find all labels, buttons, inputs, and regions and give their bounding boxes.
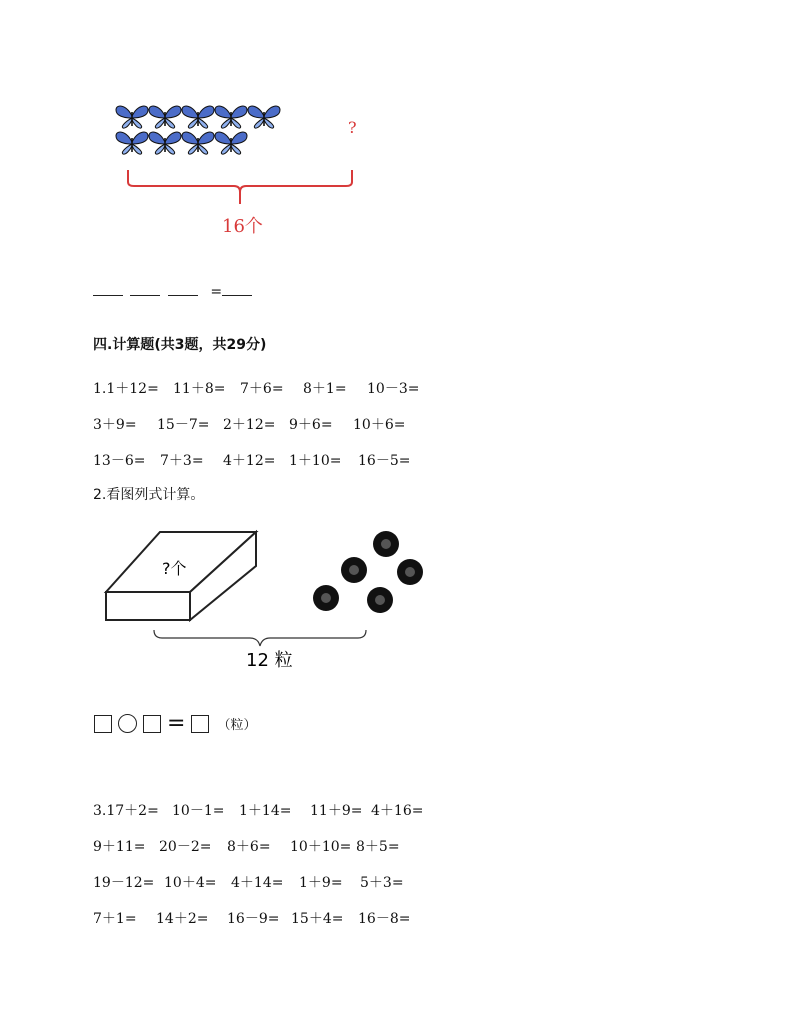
problem-item: 1＋9= [299, 875, 343, 891]
problem-item: 15－7= [157, 417, 210, 433]
ball-highlight [349, 565, 359, 575]
problem-item: 16－9= [227, 911, 280, 927]
box-label: ?个 [162, 559, 187, 578]
problem-item: 10＋10= [290, 839, 352, 855]
butterfly-icon [182, 106, 214, 128]
problem-item: 3＋9= [93, 417, 137, 433]
butterfly-icon [215, 106, 247, 128]
total-bracket [128, 170, 352, 192]
problem-item: 9＋11= [93, 839, 146, 855]
problem-item: 7＋1= [93, 911, 137, 927]
problem-item: 9＋6= [289, 417, 333, 433]
butterfly-icon [116, 106, 148, 128]
ball-highlight [321, 593, 331, 603]
balls-bracket [154, 630, 366, 646]
problem-item: 3.17＋2= [93, 803, 159, 819]
butterfly-figure [110, 100, 370, 240]
problem-item: 1＋14= [239, 803, 292, 819]
problem-item: 10＋4= [164, 875, 217, 891]
problem-item: 16－8= [358, 911, 411, 927]
balls-group [313, 531, 423, 613]
problem-row [93, 872, 420, 892]
problem-item: 8＋6= [227, 839, 271, 855]
blank-answer[interactable] [222, 294, 252, 296]
problem-item: 7＋3= [160, 453, 204, 469]
problem-item: 2＋12= [223, 417, 276, 433]
problem-row [93, 414, 413, 434]
butterfly-icon [149, 106, 181, 128]
problem-item: 8＋1= [303, 381, 347, 397]
answer-box-1[interactable] [94, 715, 112, 733]
problem-item: 7＋6= [240, 381, 284, 397]
section-title: 四.计算题(共3题，共29分) [93, 337, 267, 353]
problem-item: 10－1= [172, 803, 225, 819]
butterfly-icon [116, 132, 148, 154]
butterfly-icon [182, 132, 214, 154]
blank-3[interactable] [168, 294, 198, 296]
problem-item: 11＋8= [173, 381, 226, 397]
ball-highlight [405, 567, 415, 577]
box-balls-figure [100, 522, 440, 672]
problem-item: 14＋2= [156, 911, 209, 927]
equation-blanks [93, 284, 252, 300]
problem-item: 1＋10= [289, 453, 342, 469]
butterfly-grid [116, 106, 280, 154]
butterfly-icon [215, 132, 247, 154]
problem-row [93, 378, 427, 398]
unit-label: （粒） [217, 718, 257, 733]
problem-item: 11＋9= [310, 803, 363, 819]
q2-label: 2.看图列式计算。 [93, 487, 205, 503]
balls-total-label: 12 粒 [246, 650, 293, 671]
question-mark: ? [348, 118, 357, 137]
problem-item: 8＋5= [356, 839, 400, 855]
total-label: 16个 [222, 216, 263, 237]
problem-item: 4＋14= [231, 875, 284, 891]
problem-item: 1.1＋12= [93, 381, 159, 397]
blank-2[interactable] [130, 294, 160, 296]
blank-1[interactable] [93, 294, 123, 296]
problem-item: 5＋3= [360, 875, 404, 891]
problem-item: 4＋16= [371, 803, 424, 819]
problem-row [93, 908, 418, 928]
problem-item: 20－2= [159, 839, 212, 855]
equals-sign-2: = [167, 710, 186, 736]
problem-row [93, 450, 418, 470]
equals-sign: = [210, 284, 223, 300]
problem-item: 13－6= [93, 453, 146, 469]
box-equation [94, 710, 257, 736]
problem-item: 10－3= [367, 381, 420, 397]
problem-item: 16－5= [358, 453, 411, 469]
problem-item: 4＋12= [223, 453, 276, 469]
problem-row [93, 800, 431, 820]
answer-box-3[interactable] [191, 715, 209, 733]
answer-box-2[interactable] [143, 715, 161, 733]
butterfly-icon [149, 132, 181, 154]
operator-circle[interactable] [118, 714, 137, 733]
problem-item: 19－12= [93, 875, 155, 891]
problem-row [93, 836, 416, 856]
butterfly-icon [248, 106, 280, 128]
problem-item: 15＋4= [291, 911, 344, 927]
ball-highlight [375, 595, 385, 605]
problem-item: 10＋6= [353, 417, 406, 433]
ball-highlight [381, 539, 391, 549]
